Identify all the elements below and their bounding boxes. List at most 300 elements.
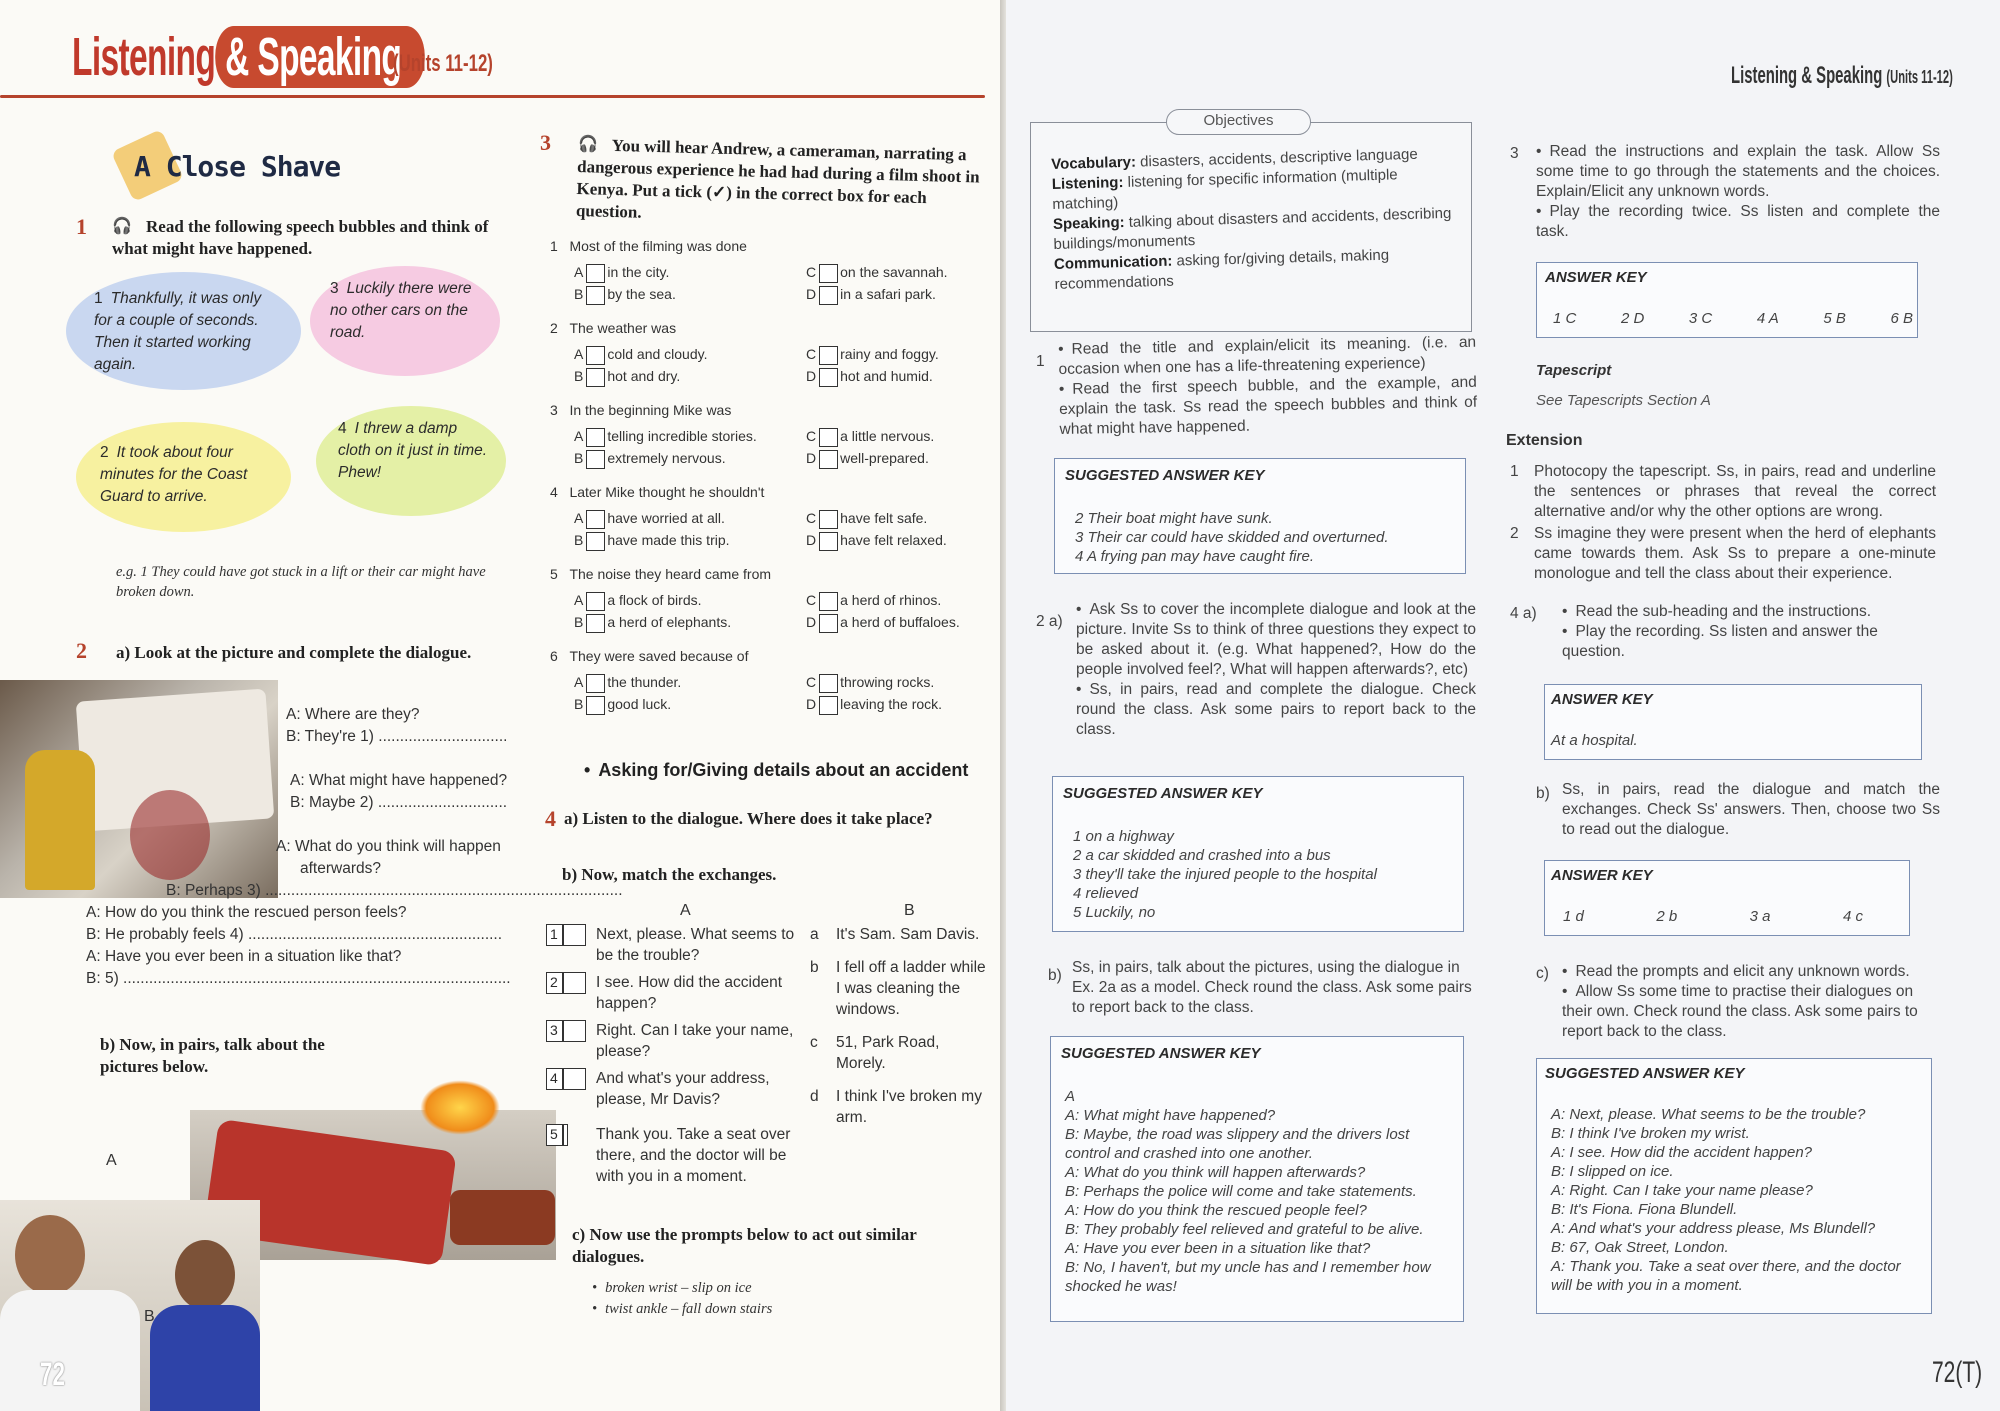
option-b[interactable] — [574, 612, 731, 633]
tick-box[interactable] — [586, 592, 605, 611]
speech-bubble-3 — [310, 266, 500, 376]
answer-line: A: Next, please. What seems to be the trouble? — [1551, 1106, 1866, 1123]
extension-title: Extension — [1506, 432, 1583, 449]
option-text: a flock of birds. — [607, 592, 702, 608]
answer-key-items — [1553, 309, 1913, 328]
option-letter: B — [574, 532, 584, 548]
answer-line: 1 on a highway — [1073, 828, 1174, 845]
question-stem: They were saved because of — [569, 648, 749, 664]
dialogue-line-6: afterwards? — [300, 860, 381, 877]
section-heading-text: Asking for/Giving details about an accident — [598, 760, 969, 780]
option-text: extremely nervous. — [607, 450, 726, 466]
ex4-instruction-b: b) Now, match the exchanges. — [562, 865, 777, 884]
extension-text: Photocopy the tapescript. Ss, in pairs, read and underline the sentences or phrases that reveal the correct alternative and/or why the other options are wrong. — [1534, 463, 1936, 520]
objective-value: asking for/giving details, making recommendations — [1054, 246, 1390, 293]
ex3-question — [550, 564, 990, 646]
box-title: ANSWER KEY — [1551, 867, 1653, 884]
option-text: telling incredible stories. — [607, 428, 757, 444]
answer-box[interactable] — [546, 1068, 586, 1090]
tick-box[interactable] — [819, 286, 838, 305]
tick-box[interactable] — [586, 368, 605, 387]
answer-item: 4 c — [1842, 908, 1863, 925]
tick-box[interactable] — [586, 264, 605, 283]
option-letter: A — [574, 428, 584, 444]
answer-line: A: What do you think will happen afterwards? — [1065, 1164, 1366, 1181]
option-text: rainy and foggy. — [840, 346, 939, 362]
option-letter: D — [806, 532, 817, 548]
option-text: by the sea. — [607, 286, 676, 302]
option-a[interactable] — [574, 672, 681, 693]
picture-label-b: B — [144, 1308, 155, 1325]
step4a-number: 4 a) — [1510, 605, 1537, 622]
option-b[interactable] — [574, 694, 671, 715]
ex3-number: 3 — [540, 130, 551, 155]
tick-box[interactable] — [819, 696, 838, 715]
option-letter: A — [574, 264, 584, 280]
box-title: SUGGESTED ANSWER KEY — [1065, 467, 1265, 484]
item-text: I think I've broken my arm. — [836, 1088, 982, 1126]
header-title-speaking: & Speaking — [215, 26, 425, 88]
option-letter: B — [574, 450, 584, 466]
ex3-question — [550, 646, 990, 728]
answer-item: 4 A — [1756, 310, 1779, 327]
answer-item: 2 b — [1656, 908, 1678, 925]
option-d[interactable] — [806, 284, 936, 305]
option-letter: A — [574, 346, 584, 362]
option-text: the thunder. — [607, 674, 682, 690]
headphones-icon: 🎧 — [578, 136, 598, 153]
extension-number: 2 — [1510, 525, 1519, 542]
answer-line: 5 Luckily, no — [1073, 904, 1156, 921]
option-b[interactable] — [574, 366, 680, 387]
extension-number: 1 — [1510, 463, 1519, 480]
item-text: Right. Can I take your name, please? — [596, 1022, 794, 1060]
step3-bullet-1: • Read the instructions and explain the task. Allow Ss some time to go through the statements and the choices. Explain/Elicit any unknown words. — [1536, 142, 1940, 202]
speech-bubble-2 — [76, 422, 291, 532]
item-text: I fell off a ladder while I was cleaning the windows. — [836, 959, 986, 1018]
answer-line: A: And what's your address please, Ms Blundell? — [1551, 1220, 1876, 1237]
option-letter: A — [574, 510, 584, 526]
option-c[interactable] — [806, 262, 948, 283]
section-heading — [584, 760, 968, 781]
dialogue-line-1: A: Where are they? — [286, 706, 420, 723]
match-item-a — [546, 972, 796, 1014]
option-text: a herd of buffaloes. — [840, 614, 960, 630]
step4c-bullet-2: • Allow Ss some time to practise their dialogues on their own. Check round the class. Ask some pairs to report back to the class. — [1562, 982, 1942, 1042]
step4a-bullet-1: • Read the sub-heading and the instructions. — [1562, 602, 1940, 622]
option-c[interactable] — [806, 590, 941, 611]
option-letter: D — [806, 286, 817, 302]
step4c-bullet-1: • Read the prompts and elicit any unknown words. — [1562, 962, 1942, 982]
option-b[interactable] — [574, 284, 676, 305]
option-letter: D — [806, 450, 817, 466]
answer-key-box-3 — [1544, 860, 1910, 936]
headphones-icon: 🎧 — [112, 218, 132, 235]
item-text: I see. How did the accident happen? — [596, 974, 783, 1012]
option-text: well-prepared. — [840, 450, 929, 466]
answer-item: 5 B — [1823, 310, 1846, 327]
dialogue-line-7: B: Perhaps 3) ................................................................................... — [166, 882, 623, 899]
question-number: 1 — [550, 238, 558, 254]
objective-value: disasters, accidents, descriptive language — [1139, 145, 1418, 171]
option-text: in the city. — [607, 264, 670, 280]
option-letter: D — [806, 696, 817, 712]
objectives-box — [1030, 112, 1472, 332]
option-letter: C — [806, 510, 817, 526]
column-b-list — [810, 924, 990, 1128]
item-text: And what's your address, please, Mr Davis? — [596, 1070, 770, 1108]
option-text: leaving the rock. — [840, 696, 943, 712]
option-text: good luck. — [607, 696, 672, 712]
page-number-right: 72(T) — [1932, 1356, 1983, 1389]
tick-box[interactable] — [819, 532, 838, 551]
answer-item: 6 B — [1890, 310, 1913, 327]
step4c-label: c) — [1536, 965, 1549, 982]
tick-box[interactable] — [586, 510, 605, 529]
match-item-b — [810, 1032, 990, 1074]
item-number: 4 — [550, 1070, 558, 1086]
hospital-photo — [0, 1200, 260, 1411]
option-letter: A — [574, 592, 584, 608]
box-body — [1075, 509, 1389, 566]
option-letter: C — [806, 428, 817, 444]
ex2-instruction-b: b) Now, in pairs, talk about the pictures below. — [100, 1035, 325, 1076]
match-item-b — [810, 957, 990, 1020]
step4b-label: b) — [1536, 785, 1550, 802]
tick-box[interactable] — [586, 614, 605, 633]
heading-bullet — [584, 760, 598, 780]
ex1-example: e.g. 1 They could have got stuck in a lift or their car might have broken down. — [116, 564, 486, 600]
question-number: 5 — [550, 566, 558, 582]
tick-box[interactable] — [586, 450, 605, 469]
header-title-listening: Listening — [72, 27, 216, 87]
option-text: on the savannah. — [840, 264, 948, 280]
item-letter: a — [810, 926, 819, 943]
lesson-title: A Close Shave — [134, 150, 341, 183]
answer-item: 2 D — [1620, 310, 1645, 327]
option-a[interactable] — [574, 344, 707, 365]
ex4-instruction-a: a) Listen to the dialogue. Where does it take place? — [564, 809, 933, 828]
doctor-head — [15, 1215, 85, 1295]
ex3-question — [550, 318, 990, 400]
option-letter: D — [806, 614, 817, 630]
objective-key: Vocabulary: — [1051, 153, 1137, 173]
item-text: 51, Park Road, Morely. — [836, 1034, 940, 1072]
box-title: SUGGESTED ANSWER KEY — [1061, 1045, 1261, 1062]
answer-line: 2 a car skidded and crashed into a bus — [1073, 847, 1331, 864]
ex3-question — [550, 400, 990, 482]
speech-bubble-4 — [316, 406, 506, 516]
item-number: 2 — [550, 974, 558, 990]
fire-flames — [420, 1080, 500, 1135]
option-letter: B — [574, 696, 584, 712]
tick-box[interactable] — [586, 286, 605, 305]
extension-text: Ss imagine they were present when the herd of elephants came towards them. Ask Ss to prepare a one-minute monologue and tell the class about their experience. — [1534, 525, 1936, 582]
answer-line: B: I slipped on ice. — [1551, 1163, 1674, 1180]
answer-line: 3 Their car could have skidded and overturned. — [1075, 529, 1389, 546]
picture-label-a: A — [106, 1152, 117, 1169]
step1-bullet-2: • Read the first speech bubble, and the example, and explain the task. Ss read the speech bubbles and think of what might have happened. — [1059, 373, 1478, 440]
step2a-number: 2 a) — [1036, 613, 1063, 630]
prompt-list — [592, 1278, 772, 1320]
answer-line: 3 they'll take the injured people to the hospital — [1073, 866, 1377, 883]
option-a[interactable] — [574, 426, 757, 447]
objective-value: talking about disasters and accidents, describing buildings/monuments — [1053, 204, 1452, 253]
question-number: 3 — [550, 402, 558, 418]
option-d[interactable] — [806, 612, 960, 633]
accident-rescue-photo — [0, 680, 278, 898]
answer-line: B: 67, Oak Street, London. — [1551, 1239, 1729, 1256]
option-c[interactable] — [806, 672, 934, 693]
column-a-list — [546, 924, 796, 1187]
step1-bullet-1: • Read the title and explain/elicit its meaning. (i.e. an occasion when one has a life-threatening experience) — [1058, 333, 1477, 380]
answer-box[interactable] — [546, 1020, 586, 1042]
option-letter: B — [574, 286, 584, 302]
question-text — [550, 318, 676, 339]
tick-box[interactable] — [819, 428, 838, 447]
suggested-answer-box-3 — [1050, 1036, 1464, 1322]
step1-text — [1058, 333, 1478, 440]
option-letter: C — [806, 674, 817, 690]
objective-key: Communication: — [1053, 252, 1173, 273]
option-a[interactable] — [574, 508, 725, 529]
step4a-text — [1562, 602, 1940, 662]
option-d[interactable] — [806, 366, 933, 387]
option-b[interactable] — [574, 530, 730, 551]
objective-key: Speaking: — [1052, 213, 1125, 233]
answer-line: A: Right. Can I take your name please? — [1551, 1182, 1813, 1199]
ex1-instruction: Read the following speech bubbles and think of what might have happened. — [112, 217, 489, 258]
question-number: 4 — [550, 484, 558, 500]
ex1-number: 1 — [76, 214, 87, 239]
bubble-text: Thankfully, it was only for a couple of seconds. Then it started working again. — [94, 290, 262, 373]
option-text: cold and cloudy. — [607, 346, 708, 362]
answer-line: A: I see. How did the accident happen? — [1551, 1144, 1813, 1161]
match-item-a — [546, 1124, 796, 1187]
item-letter: d — [810, 1088, 819, 1105]
question-stem: The weather was — [569, 320, 677, 336]
question-stem: Later Mike thought he shouldn't — [569, 484, 765, 500]
option-letter: C — [806, 346, 817, 362]
firefighter — [25, 750, 95, 890]
tick-box[interactable] — [819, 674, 838, 693]
debris — [130, 790, 210, 880]
ex2-number: 2 — [76, 638, 87, 663]
option-c[interactable] — [806, 426, 934, 447]
extension-list — [1510, 462, 1938, 584]
answer-key-box-1 — [1536, 262, 1918, 338]
question-text — [550, 564, 771, 585]
item-text: Thank you. Take a seat over there, and the doctor will be with you in a moment. — [596, 1126, 791, 1185]
answer-line: 4 A frying pan may have caught fire. — [1075, 548, 1315, 565]
step2a-text — [1076, 600, 1476, 740]
option-c[interactable] — [806, 344, 939, 365]
prompt-item: • twist ankle – fall down stairs — [592, 1299, 772, 1320]
tick-box[interactable] — [819, 614, 838, 633]
box-title: ANSWER KEY — [1551, 691, 1653, 708]
answer-item: 3 a — [1749, 908, 1771, 925]
item-number: 1 — [550, 926, 558, 942]
answer-box[interactable] — [546, 924, 586, 946]
page-header-title — [72, 26, 425, 88]
question-number: 2 — [550, 320, 558, 336]
answer-item: 1 C — [1553, 310, 1577, 327]
answer-item: 1 d — [1563, 908, 1584, 925]
bubble-number: 4 — [338, 420, 347, 437]
step2b-label: b) — [1048, 967, 1062, 984]
answer-box[interactable] — [546, 972, 586, 994]
tapescript-text: See Tapescripts Section A — [1536, 392, 1711, 409]
option-text: a little nervous. — [840, 428, 935, 444]
box-title: ANSWER KEY — [1545, 269, 1647, 286]
answer-line: B: It's Fiona. Fiona Blundell. — [1551, 1201, 1738, 1218]
tick-box[interactable] — [586, 532, 605, 551]
tick-box[interactable] — [819, 510, 838, 529]
ex3-question-list — [550, 236, 990, 728]
option-letter: C — [806, 264, 817, 280]
option-a[interactable] — [574, 262, 669, 283]
tick-box[interactable] — [819, 368, 838, 387]
item-letter: b — [810, 959, 819, 976]
option-letter: A — [574, 674, 584, 690]
question-text — [550, 646, 748, 667]
answer-item: 3 C — [1688, 310, 1713, 327]
step2a-bullet-1: • Ask Ss to cover the incomplete dialogue and look at the picture. Invite Ss to think of three questions they expect to be asked about it. (e.g. What happened?, How do the people involved feel?, What will happen afterwards?, etc) — [1076, 600, 1476, 680]
answer-line: B: They probably feel relieved and grateful to be alive. — [1065, 1221, 1424, 1238]
item-text: It's Sam. Sam Davis. — [836, 926, 980, 943]
answer-subheading: A — [1065, 1088, 1076, 1105]
patient-head — [175, 1240, 235, 1310]
bubble-number: 1 — [94, 290, 103, 307]
ex2-instruction-a: a) Look at the picture and complete the dialogue. — [116, 643, 472, 662]
option-d[interactable] — [806, 694, 942, 715]
step2b-text: Ss, in pairs, talk about the pictures, using the dialogue in Ex. 2a as a model. Check round the class. Ask some pairs to report back to the class. — [1072, 959, 1472, 1016]
tick-box[interactable] — [819, 346, 838, 365]
speech-bubble-1 — [66, 272, 301, 390]
option-text: have felt safe. — [840, 510, 928, 526]
tick-box[interactable] — [819, 592, 838, 611]
tick-box[interactable] — [819, 450, 838, 469]
option-text: hot and humid. — [840, 368, 933, 384]
option-d[interactable] — [806, 448, 929, 469]
suggested-answer-box-4 — [1536, 1058, 1932, 1314]
item-letter: c — [810, 1034, 818, 1051]
option-text: in a safari park. — [840, 286, 936, 302]
step3-text — [1536, 142, 1940, 242]
question-stem: In the beginning Mike was — [569, 402, 732, 418]
bubble-text: I threw a damp cloth on it just in time. Phew! — [338, 420, 488, 481]
tick-box[interactable] — [819, 264, 838, 283]
dialogue-line-10: A: Have you ever been in a situation like that? — [86, 948, 402, 965]
bubble-text: It took about four minutes for the Coast Guard to arrive. — [100, 444, 248, 505]
option-text: a herd of elephants. — [607, 614, 732, 630]
step4b-text: Ss, in pairs, read the dialogue and match the exchanges. Check Ss' answers. Then, choose two Ss to read out the dialogue. — [1562, 781, 1940, 838]
dialogue-line-2: B: They're 1) .............................. — [286, 728, 508, 745]
match-item-a — [546, 924, 796, 966]
answer-key-items — [1563, 907, 1863, 926]
dialogue-line-5: A: What do you think will happen — [276, 838, 501, 855]
question-text — [550, 482, 764, 503]
page-number-left: 72 — [40, 1356, 65, 1392]
option-letter: D — [806, 368, 817, 384]
bubble-number: 2 — [100, 444, 109, 461]
box-title: SUGGESTED ANSWER KEY — [1545, 1065, 1745, 1082]
tick-box[interactable] — [586, 674, 605, 693]
question-number: 6 — [550, 648, 558, 664]
column-a-heading: A — [680, 902, 691, 919]
option-text: have worried at all. — [607, 510, 725, 526]
option-b[interactable] — [574, 448, 726, 469]
suggested-answer-box-2 — [1052, 776, 1464, 932]
box-body — [1073, 827, 1377, 922]
dialogue-line-9: B: He probably feels 4) ........................................................... — [86, 926, 503, 943]
item-number: 5 — [550, 1126, 558, 1142]
answer-line: 4 relieved — [1073, 885, 1139, 902]
tick-box[interactable] — [586, 428, 605, 447]
bubble-number: 3 — [330, 280, 339, 297]
ex3-instruction: You will hear Andrew, a cameraman, narrating a dangerous experience he had had during a film shoot in Kenya. Put a tick (✓) in the correct box for each question. — [575, 135, 980, 222]
answer-line: B: Maybe, the road was slippery and the drivers lost control and crashed into one another. — [1065, 1126, 1410, 1162]
answer-key-box-2 — [1544, 684, 1922, 760]
patient-blue-shirt — [150, 1305, 260, 1411]
answer-line: 2 Their boat might have sunk. — [1075, 510, 1273, 527]
option-text: hot and dry. — [607, 368, 681, 384]
ex3-question — [550, 482, 990, 564]
item-number: 3 — [550, 1022, 558, 1038]
answer-line: A: Thank you. Take a seat over there, and the doctor will be with you in a moment. — [1551, 1258, 1901, 1294]
second-car — [450, 1190, 555, 1245]
answer-line: B: No, I haven't, but my uncle has and I remember how shocked he was! — [1065, 1259, 1431, 1295]
option-text: a herd of rhinos. — [840, 592, 942, 608]
dialogue-line-4: B: Maybe 2) .............................. — [290, 794, 508, 811]
step3-bullet-2: • Play the recording twice. Ss listen and complete the task. — [1536, 202, 1940, 242]
option-c[interactable] — [806, 508, 927, 529]
right-header-units: (Units 11-12) — [1886, 67, 1953, 87]
right-header — [1731, 62, 1953, 90]
tick-box[interactable] — [586, 696, 605, 715]
question-stem: Most of the filming was done — [569, 238, 747, 254]
objective-key: Listening: — [1051, 173, 1124, 193]
option-d[interactable] — [806, 530, 947, 551]
answer-line: A: How do you think the rescued people feel? — [1065, 1202, 1367, 1219]
question-stem: The noise they heard came from — [569, 566, 772, 582]
objective-value: listening for specific information (multiple matching) — [1052, 166, 1398, 213]
tick-box[interactable] — [586, 346, 605, 365]
right-header-title: Listening & Speaking — [1731, 62, 1883, 89]
match-item-a — [546, 1068, 796, 1110]
option-a[interactable] — [574, 590, 702, 611]
answer-line: B: Perhaps the police will come and take statements. — [1065, 1183, 1417, 1200]
ex3-question — [550, 236, 990, 318]
answer-box[interactable] — [546, 1124, 568, 1146]
match-item-b — [810, 924, 990, 945]
bubble-text: Luckily there were no other cars on the road. — [330, 280, 472, 341]
objectives-list — [1051, 144, 1465, 295]
header-rule — [0, 95, 985, 98]
option-letter: B — [574, 614, 584, 630]
step1-number: 1 — [1036, 353, 1045, 370]
box-body — [1065, 1087, 1455, 1296]
dialogue-line-8: A: How do you think the rescued person feels? — [86, 904, 407, 921]
prompt-item: • broken wrist – slip on ice — [592, 1278, 772, 1299]
header-units: (Units 11-12) — [393, 50, 493, 77]
suggested-answer-box-1 — [1054, 458, 1466, 574]
answer-text: At a hospital. — [1551, 732, 1638, 749]
ex4-number: 4 — [545, 806, 556, 831]
match-item-b — [810, 1086, 990, 1128]
question-text — [550, 236, 747, 257]
step2a-bullet-2: • Ss, in pairs, read and complete the dialogue. Check round the class. Ask some pairs to report back to the class. — [1076, 680, 1476, 740]
